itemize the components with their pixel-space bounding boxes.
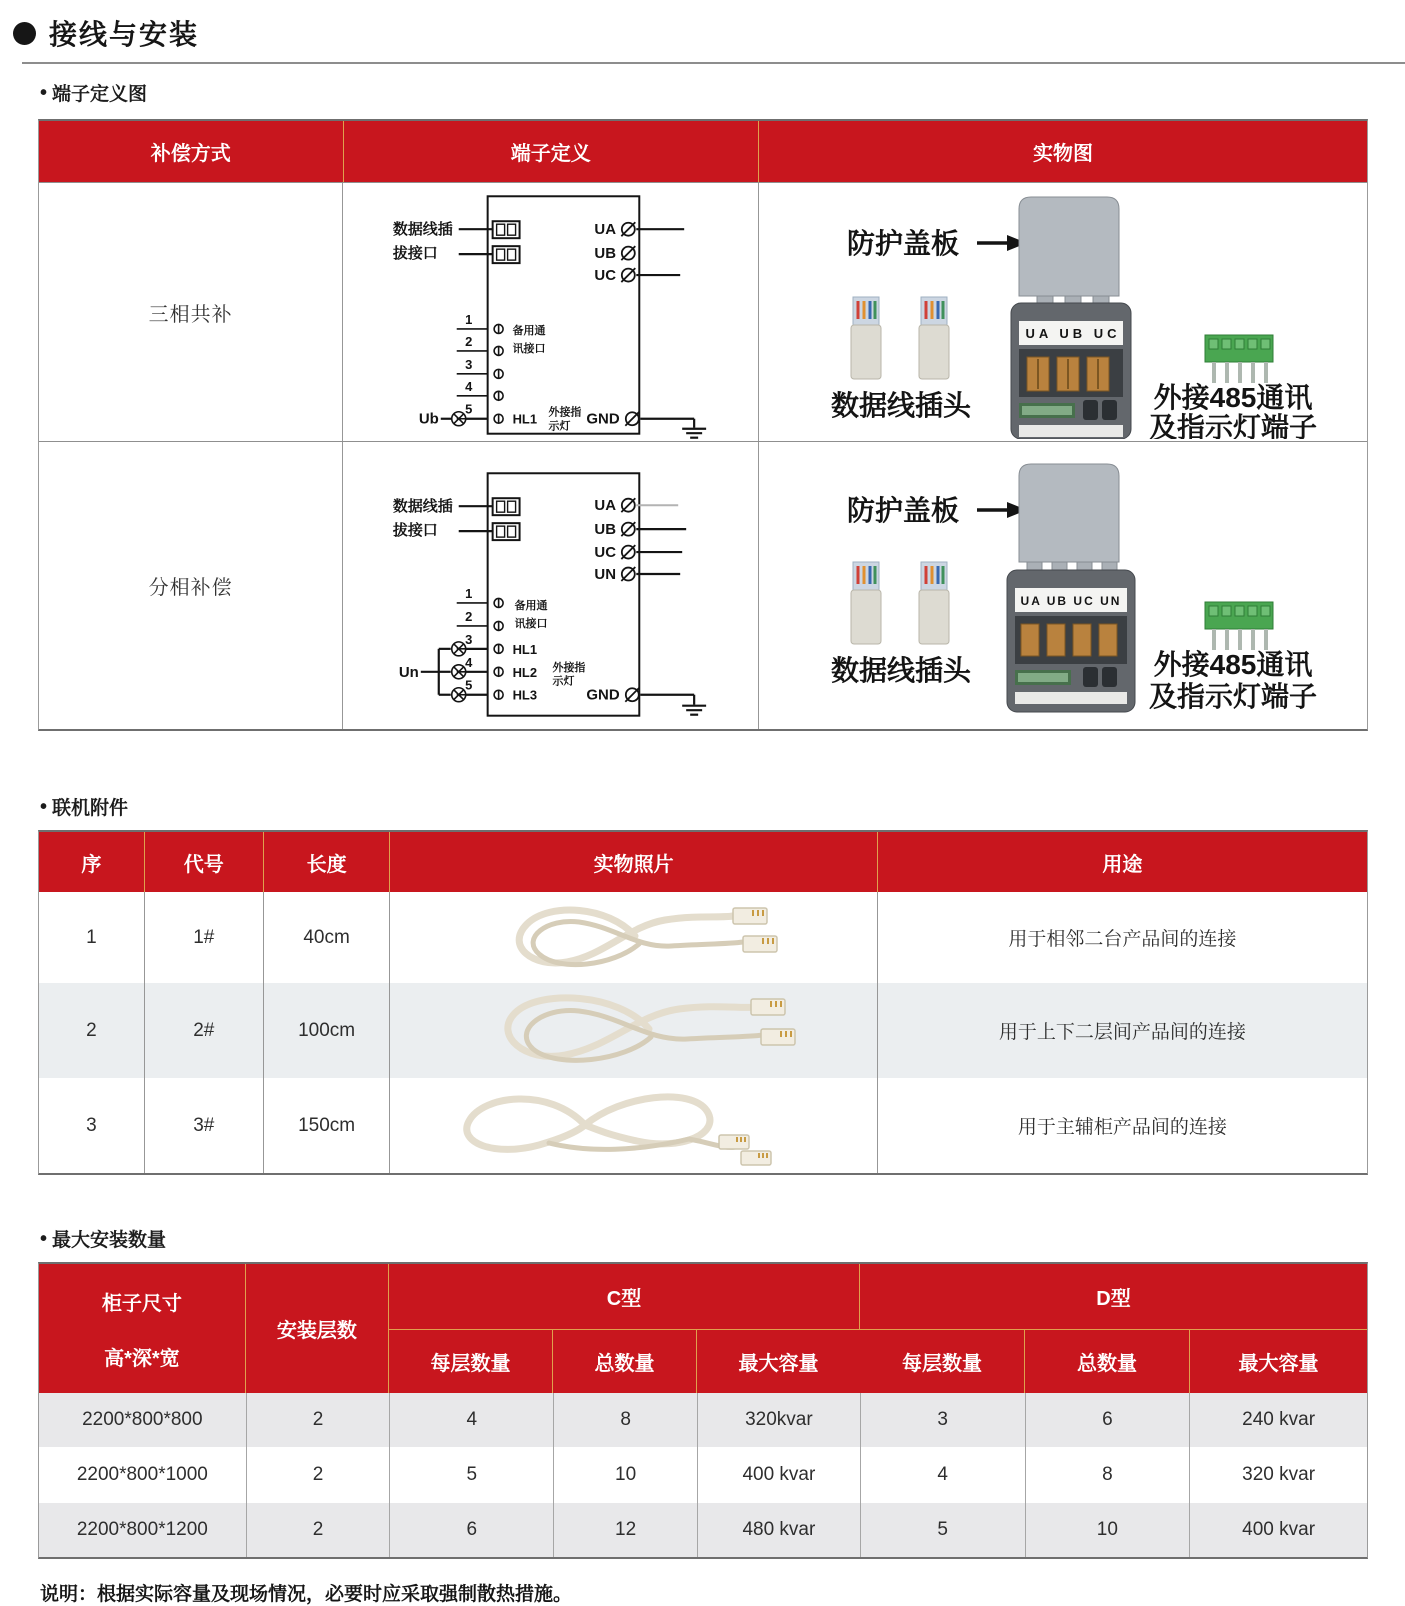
cable-photo-cell	[390, 892, 877, 983]
seq-cell: 1	[39, 892, 145, 983]
col-header: 最大容量	[738, 1353, 819, 1375]
svg-text:1: 1	[465, 585, 473, 601]
footnote: 说明：根据实际容量及现场情况，必要时应采取强制散热措施。	[40, 1584, 573, 1605]
seq-cell: 3	[39, 1078, 145, 1173]
bullet-icon: •	[40, 81, 48, 104]
group-header-c-type	[389, 1264, 860, 1393]
terminal-phi-icon	[622, 246, 636, 260]
cable-photo-100cm	[399, 987, 869, 1075]
svg-text:防护盖板: 防护盖板	[846, 495, 959, 526]
svg-text:讯接口: 讯接口	[514, 617, 548, 630]
col-header-layers: 安装层数	[246, 1264, 389, 1393]
cable-photo-40cm	[399, 896, 869, 980]
svg-text:3: 3	[465, 631, 473, 647]
device-photo	[1007, 570, 1135, 712]
cable-photo-cell	[390, 1078, 877, 1173]
cable-connector-icon	[761, 1029, 795, 1045]
svg-text:UN: UN	[594, 566, 617, 584]
svg-text:GND: GND	[586, 686, 620, 704]
device-photo	[1011, 303, 1131, 439]
svg-text:数据线插头: 数据线插头	[830, 390, 971, 421]
rj45-plug-icon	[919, 297, 949, 379]
ground-icon	[683, 429, 707, 438]
col-header: 总数量	[553, 1330, 697, 1393]
col-header: 每层数量	[389, 1330, 553, 1393]
length-cell: 40cm	[264, 892, 391, 983]
col-header: 最大容量	[1238, 1353, 1319, 1375]
terminal-phi-icon	[622, 222, 636, 236]
svg-text:讯接口: 讯接口	[512, 342, 546, 355]
svg-text:备用通: 备用通	[512, 324, 546, 337]
svg-text:及指示灯端子: 及指示灯端子	[1148, 681, 1317, 712]
section-heading-accessories: • 联机附件	[40, 795, 129, 819]
terminal-phi-icon	[626, 412, 640, 426]
page-title: 接线与安装	[49, 19, 200, 50]
svg-text:数据线插头: 数据线插头	[830, 655, 971, 686]
table-header-row	[39, 121, 1367, 182]
svg-text:备用通: 备用通	[514, 599, 548, 612]
svg-text:HL1: HL1	[512, 641, 538, 657]
table-row	[39, 182, 1367, 441]
svg-text:GND: GND	[586, 410, 620, 428]
table-row: 2200*800*1200 2 6 12 480 kvar 5 10 400 kvar	[39, 1503, 1367, 1557]
product-photo-cell	[759, 183, 1367, 441]
section-dot-icon	[13, 22, 36, 45]
data-port-icon	[493, 498, 520, 540]
svg-text:4: 4	[465, 378, 473, 394]
wiring-diagram-cell	[343, 442, 759, 729]
length-cell: 100cm	[264, 983, 391, 1078]
wiring-diagram-split-phase	[343, 443, 758, 728]
compensation-mode: 三相共补	[39, 183, 343, 441]
svg-text:外接指: 外接指	[548, 406, 582, 419]
length-cell: 150cm	[264, 1078, 391, 1173]
svg-text:HL1: HL1	[512, 411, 538, 427]
rj45-plug-icon	[851, 297, 881, 379]
svg-text:HL2: HL2	[512, 664, 538, 680]
cable-photo-cell	[390, 983, 877, 1078]
svg-text:2: 2	[465, 608, 473, 624]
product-photo-three-phase	[761, 185, 1366, 439]
table-row	[39, 892, 1367, 983]
col-header: 总数量	[1025, 1330, 1190, 1393]
svg-text:UA UB UC UN: UA UB UC UN	[1020, 594, 1122, 608]
table-header	[39, 1264, 1367, 1393]
seq-cell: 2	[39, 983, 145, 1078]
code-cell: 2#	[145, 983, 264, 1078]
rj45-plug-icon	[919, 562, 949, 644]
svg-text:数据线插: 数据线插	[393, 221, 454, 239]
svg-text:UB: UB	[594, 245, 617, 263]
col-header: 用途	[1102, 853, 1143, 876]
485-terminal-icon	[1205, 602, 1273, 650]
data-port-icon	[493, 221, 520, 263]
svg-text:UA: UA	[594, 221, 617, 239]
svg-text:UA UB UC: UA UB UC	[1025, 326, 1121, 341]
col-header: 实物图	[1032, 143, 1093, 165]
cabinet-size-cell: 2200*800*1200	[39, 1503, 247, 1557]
svg-text:外接485通讯: 外接485通讯	[1153, 382, 1313, 413]
cable-connector-icon	[733, 908, 767, 924]
col-header: 补偿方式	[39, 121, 344, 182]
table-row	[39, 983, 1367, 1078]
cable-photo-150cm	[399, 1081, 869, 1171]
svg-text:拔接口: 拔接口	[393, 522, 439, 540]
svg-text:示灯: 示灯	[548, 420, 571, 433]
svg-text:示灯: 示灯	[552, 675, 575, 688]
svg-text:UC: UC	[594, 544, 617, 562]
code-cell: 3#	[145, 1078, 264, 1173]
svg-text:UB: UB	[594, 521, 617, 539]
use-cell: 用于上下二层间产品间的连接	[998, 1022, 1246, 1043]
wiring-diagram-three-phase-common	[343, 184, 758, 440]
table-row: 2200*800*1000 2 5 10 400 kvar 4 8 320 kvar	[39, 1447, 1367, 1503]
svg-text:数据线插: 数据线插	[393, 498, 454, 516]
svg-text:4: 4	[465, 654, 473, 670]
screw-terminals	[457, 312, 503, 423]
485-terminal-icon	[1205, 335, 1273, 383]
svg-text:及指示灯端子: 及指示灯端子	[1148, 412, 1317, 439]
col-header: 实物照片	[390, 832, 877, 892]
product-photo-cell	[759, 442, 1367, 729]
compensation-mode: 分相补偿	[39, 442, 343, 729]
bullet-icon: •	[40, 1227, 48, 1250]
rj45-plug-icon	[851, 562, 881, 644]
group-header-d-type	[860, 1264, 1367, 1393]
wiring-diagram-cell	[343, 183, 759, 441]
col-header: 每层数量	[860, 1330, 1025, 1393]
col-header: 端子定义	[344, 121, 759, 182]
svg-text:Un: Un	[399, 663, 420, 681]
table-row	[39, 441, 1367, 729]
table-header-row	[39, 832, 1367, 892]
ground-icon	[683, 706, 707, 715]
page-header	[0, 0, 1405, 53]
svg-text:防护盖板: 防护盖板	[846, 228, 959, 259]
use-cell: 用于主辅柜产品间的连接	[1017, 1117, 1227, 1138]
col-header: C型	[389, 1264, 860, 1330]
svg-text:外接485通讯: 外接485通讯	[1153, 649, 1313, 680]
cable-connector-icon	[719, 1135, 749, 1149]
svg-text:2: 2	[465, 333, 473, 349]
col-header: 序	[39, 832, 145, 892]
svg-text:UC: UC	[594, 267, 617, 285]
svg-text:1: 1	[465, 311, 473, 327]
section-heading-max-install: • 最大安装数量	[40, 1227, 167, 1251]
terminal-definition-table	[38, 119, 1368, 731]
cable-connector-icon	[743, 936, 777, 952]
svg-text:Ub: Ub	[419, 410, 440, 428]
col-header: 长度	[264, 832, 391, 892]
svg-text:UA: UA	[594, 497, 617, 515]
table-row: 2200*800*800 2 4 8 320kvar 3 6 240 kvar	[39, 1393, 1367, 1447]
col-header-size: 柜子尺寸 高*深*宽	[39, 1264, 246, 1393]
cable-connector-icon	[741, 1151, 771, 1165]
svg-text:外接指: 外接指	[552, 661, 586, 674]
title-divider	[22, 62, 1405, 64]
col-header: D型	[860, 1264, 1367, 1330]
col-header: 代号	[145, 832, 264, 892]
product-photo-split-phase	[761, 444, 1366, 727]
cabinet-size-cell: 2200*800*800	[39, 1393, 247, 1447]
cover-plate-photo	[1019, 197, 1119, 314]
section-heading-terminal: • 端子定义图	[40, 81, 148, 105]
screw-terminals	[457, 586, 503, 699]
svg-text:拔接口: 拔接口	[393, 245, 439, 263]
table-row	[39, 1078, 1367, 1173]
svg-text:3: 3	[465, 356, 473, 372]
cabinet-size-cell: 2200*800*1000	[39, 1447, 247, 1503]
svg-text:5: 5	[465, 677, 473, 693]
svg-text:5: 5	[465, 401, 473, 417]
code-cell: 1#	[145, 892, 264, 983]
cable-connector-icon	[751, 999, 785, 1015]
terminal-phi-icon	[622, 268, 636, 282]
svg-text:HL3: HL3	[512, 687, 538, 703]
use-cell: 用于相邻二台产品间的连接	[1008, 929, 1237, 950]
bullet-icon: •	[40, 795, 48, 818]
cover-plate-photo	[1019, 464, 1119, 580]
max-install-table	[38, 1262, 1368, 1559]
accessories-table	[38, 830, 1368, 1175]
